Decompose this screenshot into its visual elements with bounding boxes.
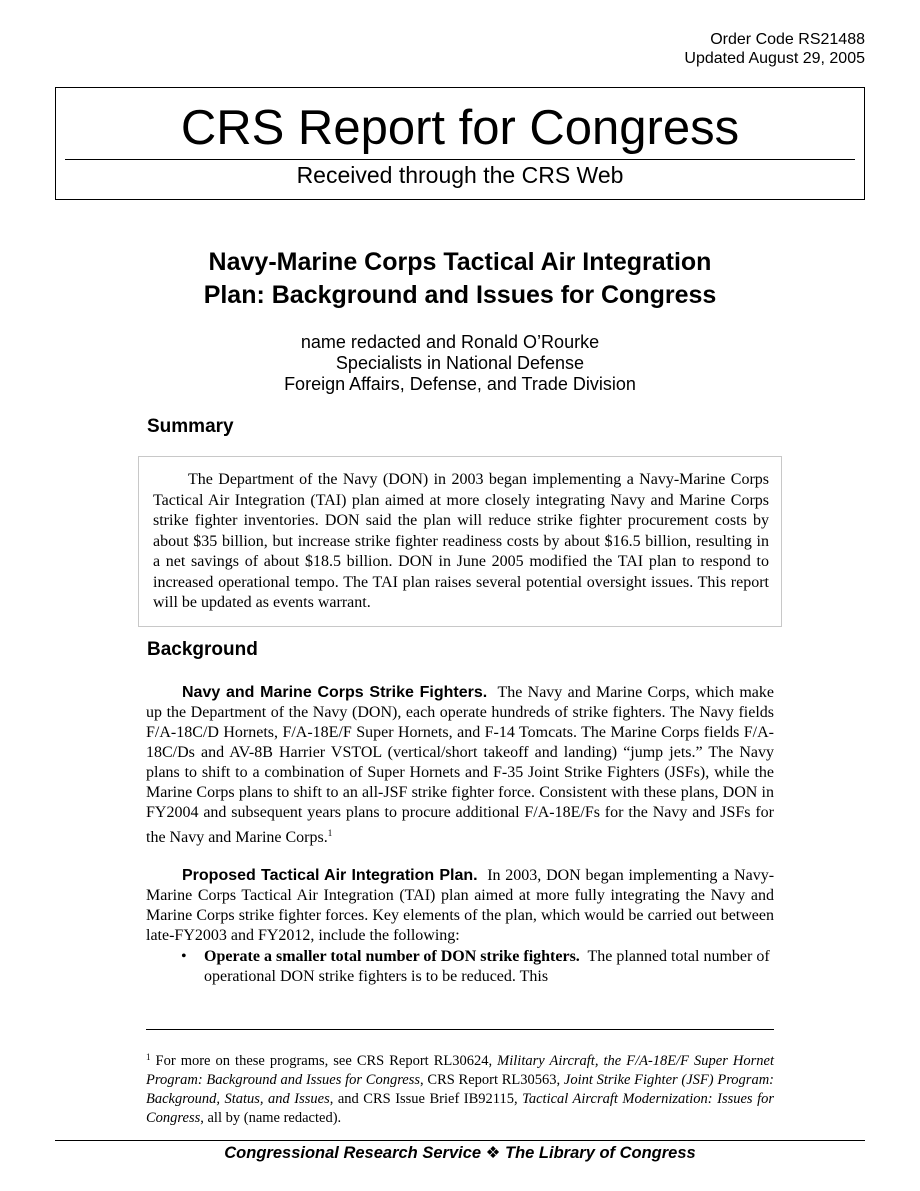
- summary-box: [138, 456, 782, 627]
- footnote-title-b: Joint Strike Fighter (JSF) Program: Background, Status, and Issues: [146, 1072, 774, 1107]
- summary-text: The Department of the Navy (DON) in 2003 began implementing a Navy-Marine Corps Tactical Air Integration (TAI) plan aimed at more closely integrating Navy and Marine Corps strike fighter inventories. DON said the plan will reduce strike fighter procurement costs by about $35 billion, but increase strike fighter readiness costs by about $16.5 billion, resulting in a net savings of about $18.5 billion. DON in June 2005 modified the TAI plan to respond to increased operational tempo. The TAI plan raises several potential oversight issues. This report will be updated as events warrant.: [153, 471, 769, 611]
- footnote-title-a: Military Aircraft, the F/A-18E/F Super Hornet Program: Background and Issues for Congress: [146, 1053, 774, 1088]
- banner-title: CRS Report for Congress: [180, 101, 740, 155]
- bullet-body: [204, 947, 774, 987]
- footnote-reference[interactable]: 1: [327, 828, 333, 838]
- banner-subtitle: Received through the CRS Web: [296, 162, 624, 188]
- paragraph-body: The Navy and Marine Corps, which make up the Department of the Navy (DON), each operate hundreds of strike fighters. The Navy fields F/A-18C/D Hornets, F/A-18E/F Super Hornets, and F-14 Tomcats. The Marine Corps fields F/A-18C/Ds and AV-8B Harrier VSTOL (vertical/short takeoff and landing) “jump jets.” The Navy plans to shift to a combination of Super Hornets and F-35 Joint Strike Fighters (JSFs), while the Marine Corps plans to shift to an all-JSF strike fighter force. Consistent with these plans, DON in FY2004 and subsequent years plans to procure additional F/A-18E/Fs for the Navy and JSFs for the Navy and Marine Corps.: [146, 684, 775, 846]
- bullet-text: The planned total number of operational DON strike fighters is to be reduced. This: [204, 948, 770, 985]
- footnote-number: 1: [146, 1052, 151, 1062]
- footnote-text-c: , and CRS Issue Brief IB92115,: [329, 1091, 518, 1107]
- footnote-text-d: , all by (name redacted).: [200, 1110, 342, 1126]
- footer-text: Congressional Research Service ❖ The Library of Congress: [224, 1144, 696, 1162]
- author-names: name redacted and Ronald O’Rourke: [300, 332, 600, 352]
- footnote: [146, 1048, 774, 1128]
- bullet-icon: •: [181, 948, 187, 965]
- footnote-text-b: , CRS Report RL30563,: [420, 1072, 561, 1088]
- paragraph-tai-plan: [146, 866, 774, 946]
- document-title: [0, 246, 920, 312]
- crs-banner: [55, 87, 865, 200]
- banner-divider: [65, 159, 855, 160]
- footnote-text-a: For more on these programs, see CRS Report RL30624,: [155, 1053, 493, 1069]
- footnote-title-c: Tactical Aircraft Modernization: Issues for Congress: [146, 1091, 774, 1126]
- document-title-line-1: Navy-Marine Corps Tactical Air Integration: [208, 248, 712, 276]
- order-code: Order Code RS21488: [710, 31, 865, 48]
- author-role: Specialists in National Defense: [335, 353, 585, 373]
- footnote-divider: [146, 1029, 774, 1030]
- order-code-block: [684, 30, 865, 68]
- summary-heading: Summary: [147, 416, 234, 437]
- author-block: [0, 332, 920, 395]
- footer-divider: [55, 1140, 865, 1141]
- author-division: Foreign Affairs, Defense, and Trade Division: [284, 374, 636, 394]
- paragraph-lead: Proposed Tactical Air Integration Plan.: [182, 867, 478, 884]
- updated-date: Updated August 29, 2005: [684, 50, 865, 67]
- paragraph-body: In 2003, DON began implementing a Navy-Marine Corps Tactical Air Integration (TAI) plan aimed at more fully integrating the Navy and Marine Corps strike fighter forces. Key elements of the plan, which would be carried out between late-FY2003 and FY2012, include the following:: [146, 867, 775, 944]
- background-heading: Background: [147, 639, 258, 660]
- paragraph-lead: Navy and Marine Corps Strike Fighters.: [182, 684, 488, 701]
- document-title-line-2: Plan: Background and Issues for Congress: [203, 281, 717, 309]
- bullet-bold-text: Operate a smaller total number of DON strike fighters.: [204, 948, 580, 965]
- paragraph-strike-fighters: [146, 683, 774, 848]
